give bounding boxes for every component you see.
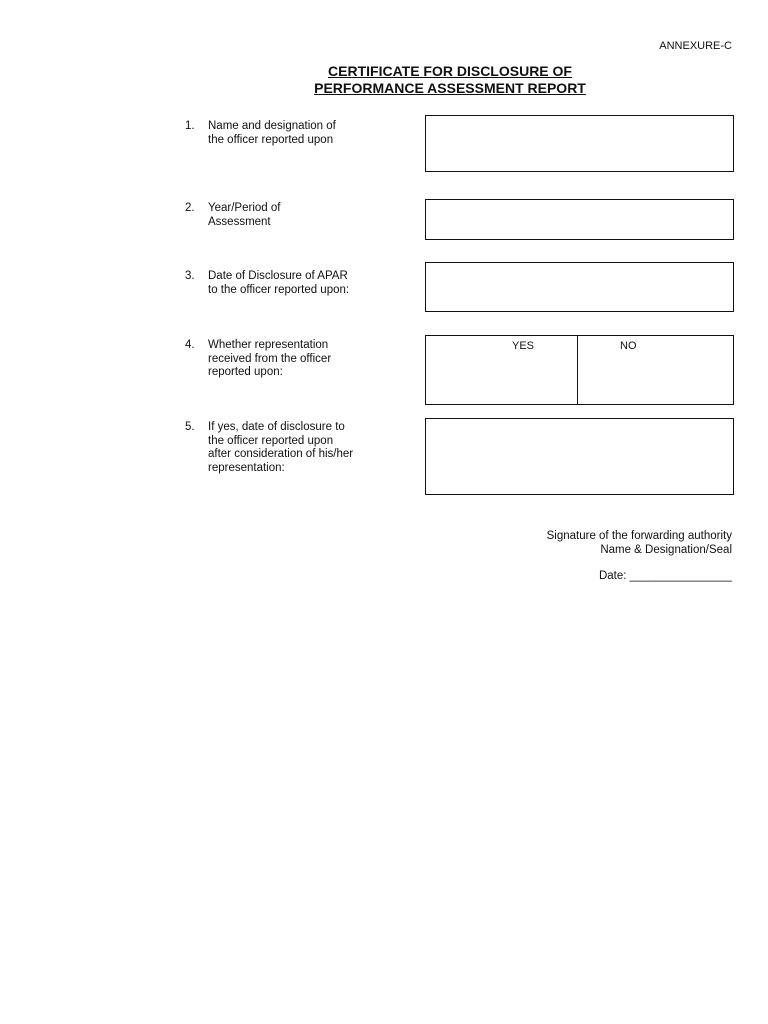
item-number: 1. [185,120,195,132]
item-label-line: the officer reported upon [208,434,334,447]
item-label [208,270,388,297]
item-label [208,339,388,380]
yes-label: YES [512,340,535,352]
item-number: 2. [185,202,195,214]
designation-seal-line: Name & Designation/Seal [600,544,732,556]
no-label: NO [620,340,637,352]
item-label-line: Assessment [208,215,271,228]
annexure-label: ANNEXURE-C [659,40,732,52]
item-number: 3. [185,270,195,282]
item-label [208,202,388,229]
item-label [208,421,388,475]
representation-no-cell[interactable] [578,336,733,404]
item-label-line: reported upon: [208,366,283,378]
item-label-line: Date of Disclosure of APAR [208,270,348,282]
date-line[interactable]: Date: ________________ [598,570,732,582]
title-line-1: CERTIFICATE FOR DISCLOSURE OF [328,63,572,79]
signature-line: Signature of the forwarding authority [546,530,732,542]
item-number: 5. [185,421,195,433]
item-label [208,120,388,147]
item-number: 4. [185,339,195,351]
representation-box [425,335,734,405]
page-title [290,63,610,97]
item-label-line: received from the officer [208,352,332,365]
item-label-line: Whether representation [208,339,329,351]
item-label-line: If yes, date of disclosure to [208,421,345,433]
item-label-line: the officer reported upon [208,133,334,146]
representation-yes-cell[interactable] [426,336,578,404]
disclosure-date-box[interactable] [425,262,734,312]
item-label-line: to the officer reported upon: [208,283,350,296]
officer-name-box[interactable] [425,115,734,172]
post-representation-date-box[interactable] [425,418,734,495]
item-label-line: Name and designation of [208,120,336,132]
item-label-line: after consideration of his/her [208,448,354,460]
item-label-line: Year/Period of [208,202,281,214]
signature-block [547,529,732,557]
item-label-line: representation: [208,461,285,474]
title-line-2: PERFORMANCE ASSESSMENT REPORT [314,80,586,96]
assessment-period-box[interactable] [425,199,734,240]
